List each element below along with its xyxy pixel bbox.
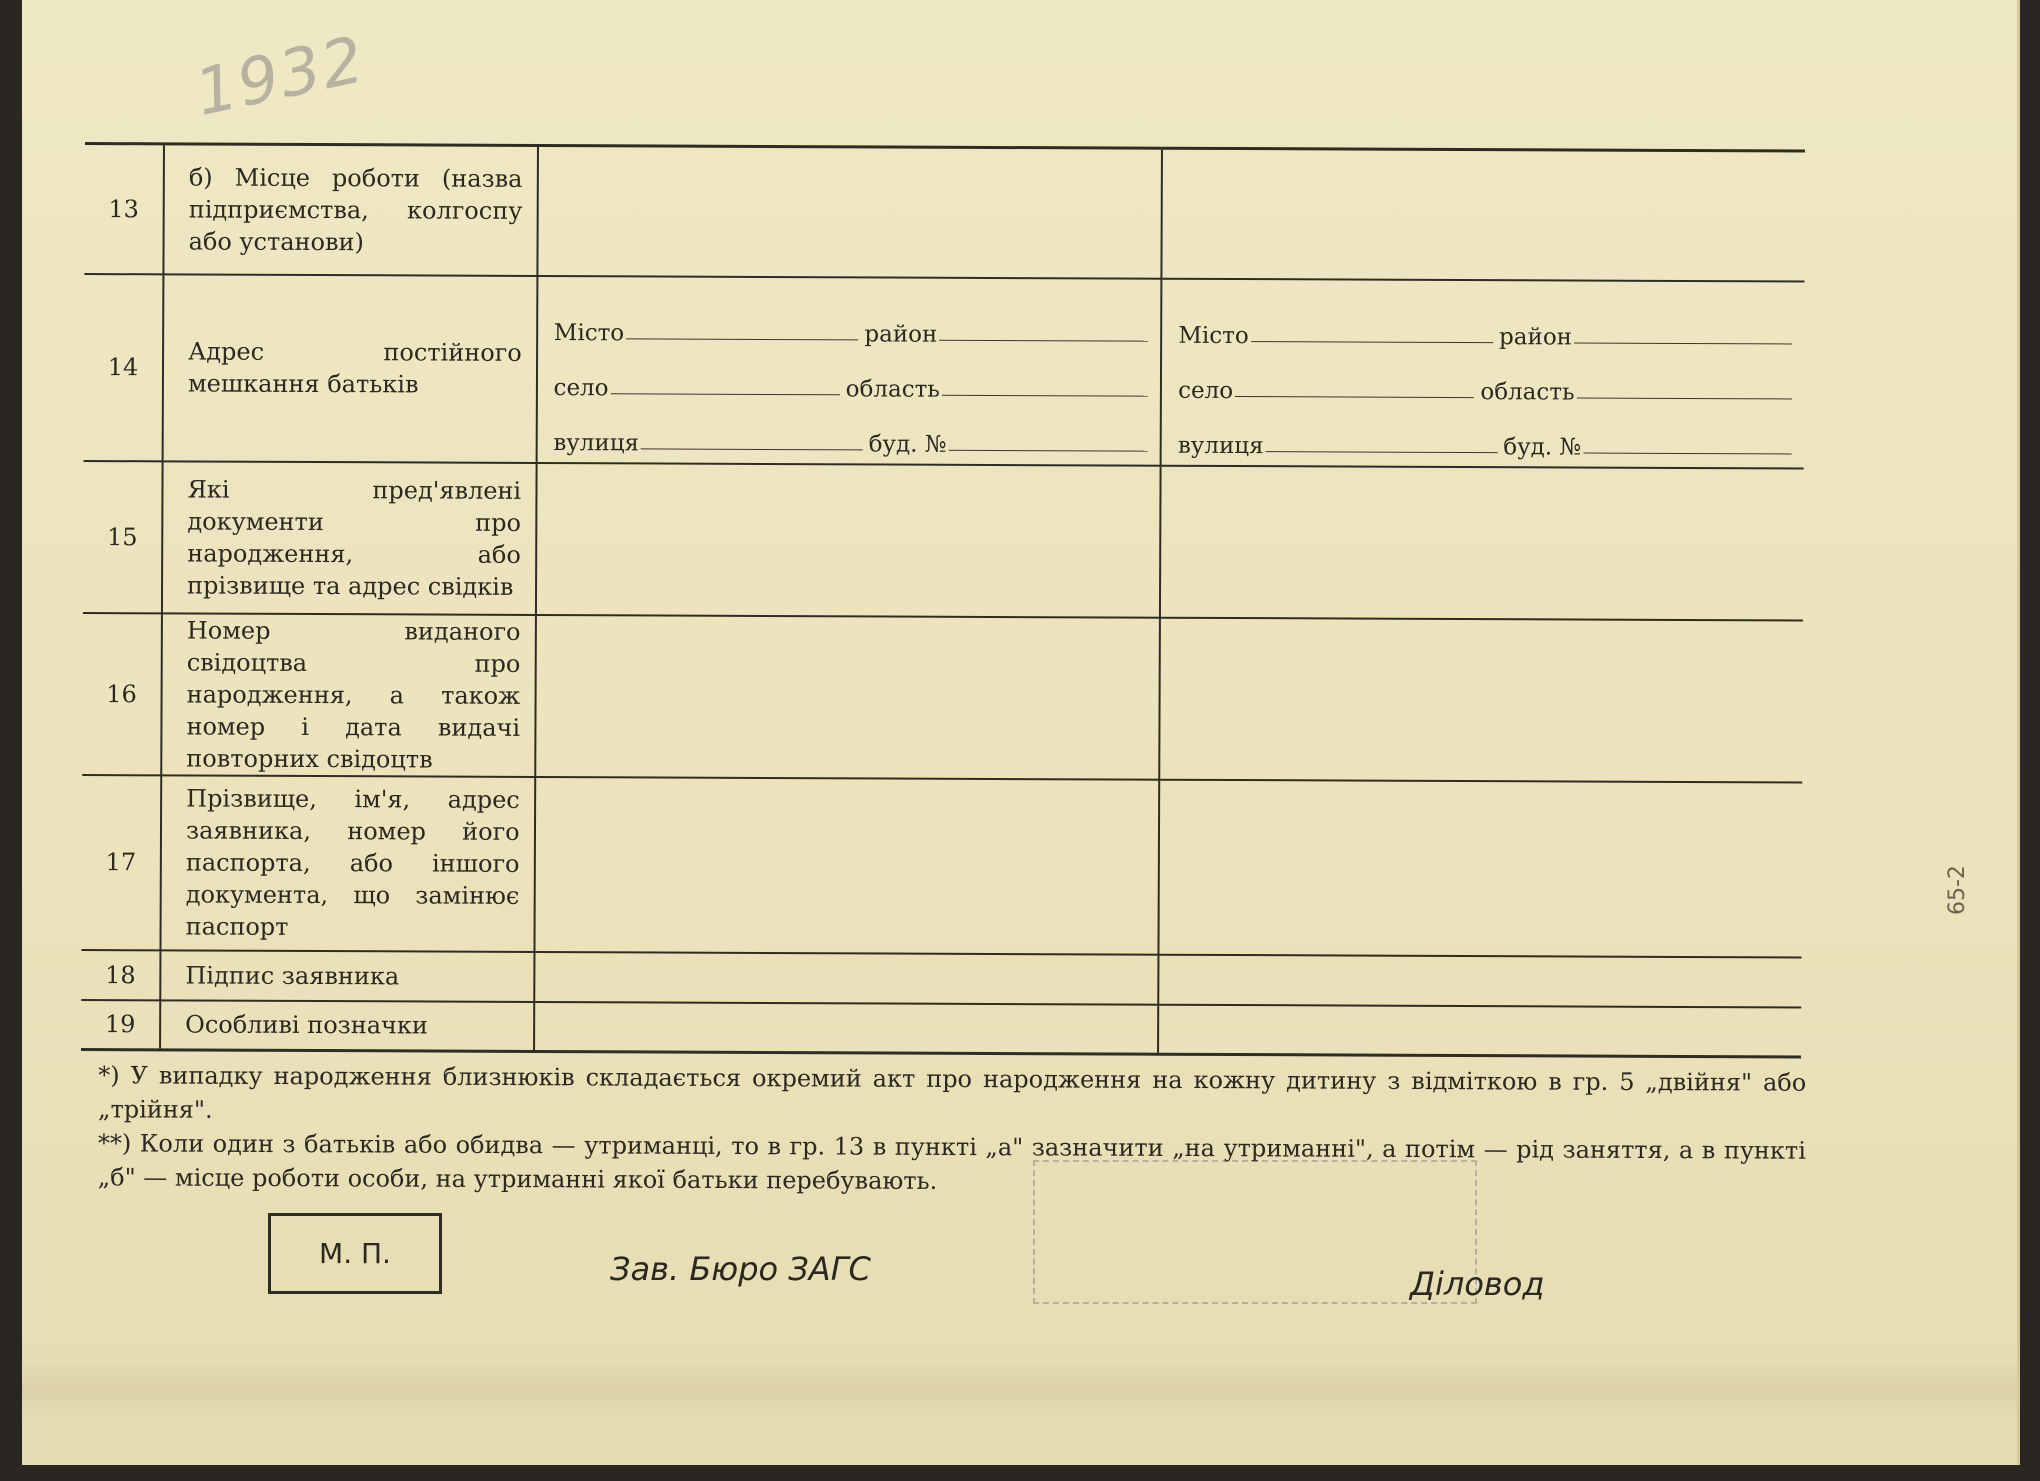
footnote-dependents: **) Коли один з батьків або обидва — утриманці, то в гр. 13 в пункті „а" зазначити „на утриманні", а потім — рід заняття, а в пункті „б" — місце роботи особи, на утриманні якої батьки перебувають. — [97, 1129, 1806, 1195]
row-number: 15 — [83, 460, 163, 612]
row-number: 13 — [84, 143, 164, 273]
row-number: 14 — [84, 273, 164, 460]
form-row-15 — [83, 460, 1804, 620]
building-label: буд. № — [1503, 433, 1582, 461]
registration-form-table — [81, 142, 1805, 1058]
mother-field[interactable] — [1159, 779, 1803, 957]
father-field[interactable] — [537, 145, 1162, 278]
clerk-signature-label: Діловод — [1410, 1265, 1545, 1303]
father-signature-field[interactable] — [534, 951, 1159, 1004]
region-label: область — [845, 375, 940, 403]
row-number: 18 — [81, 949, 160, 999]
mother-field[interactable] — [1159, 617, 1802, 782]
father-notes-field[interactable] — [534, 1001, 1159, 1054]
mother-field[interactable] — [1162, 148, 1805, 281]
form-row-13 — [84, 143, 1805, 281]
row-label: Адрес постійного мешкання батьків — [163, 274, 537, 463]
building-label: буд. № — [868, 430, 947, 458]
row-label: Підпис заявника — [160, 950, 534, 1002]
city-label: Місто — [553, 319, 625, 346]
form-row-17 — [81, 774, 1802, 957]
row-number: 16 — [82, 612, 162, 774]
row-number: 19 — [81, 999, 160, 1049]
city-label: Місто — [1178, 322, 1249, 349]
pencil-note: 1932 — [189, 23, 372, 131]
form-row-16 — [82, 612, 1803, 782]
side-note: 65-2 — [1945, 865, 1970, 915]
paper-fold — [22, 1360, 2017, 1420]
mother-signature-field[interactable] — [1158, 954, 1801, 1007]
stamp-place-box: М. П. — [268, 1213, 442, 1294]
village-label: село — [1178, 377, 1234, 404]
street-label: вулиця — [553, 429, 640, 456]
district-label: район — [1499, 323, 1573, 350]
row-label: Особливі позначки — [160, 1000, 534, 1052]
row-label: б) Місце роботи (назва підприємства, колгоспу або установи) — [163, 144, 537, 276]
mother-notes-field[interactable] — [1158, 1004, 1801, 1057]
row-number: 17 — [81, 774, 161, 949]
form-row-18 — [81, 949, 1801, 1007]
street-label: вулиця — [1177, 432, 1264, 459]
father-field[interactable] — [534, 776, 1159, 954]
mother-field[interactable] — [1160, 465, 1803, 620]
village-label: село — [553, 374, 609, 401]
form-row-19 — [81, 999, 1801, 1057]
father-address-field[interactable] — [536, 275, 1161, 465]
row-label: Номер виданого свідоцтва про народження, а також номер і дата видачі повторних свідоцтв — [161, 613, 535, 777]
footnotes — [98, 1058, 1807, 1201]
form-row-14 — [84, 273, 1805, 468]
region-label: область — [1480, 378, 1575, 406]
father-field[interactable] — [536, 462, 1161, 617]
row-label: Прізвище, ім'я, адрес заявника, номер його паспорта, або іншого документа, що замінює паспорт — [161, 775, 535, 952]
father-field[interactable] — [535, 614, 1160, 779]
district-label: район — [864, 320, 938, 348]
row-label: Які пред'явлені документи про народження, або прізвище та адрес свідків — [162, 461, 536, 615]
mother-address-field[interactable] — [1161, 278, 1805, 468]
head-signature-label: Зав. Бюро ЗАГС — [610, 1250, 871, 1288]
footnote-twins: *) У випадку народження близнюків складається окремий акт про народження на кожну дитину з відміткою в гр. 5 „двійня" або „трійня". — [98, 1061, 1807, 1124]
